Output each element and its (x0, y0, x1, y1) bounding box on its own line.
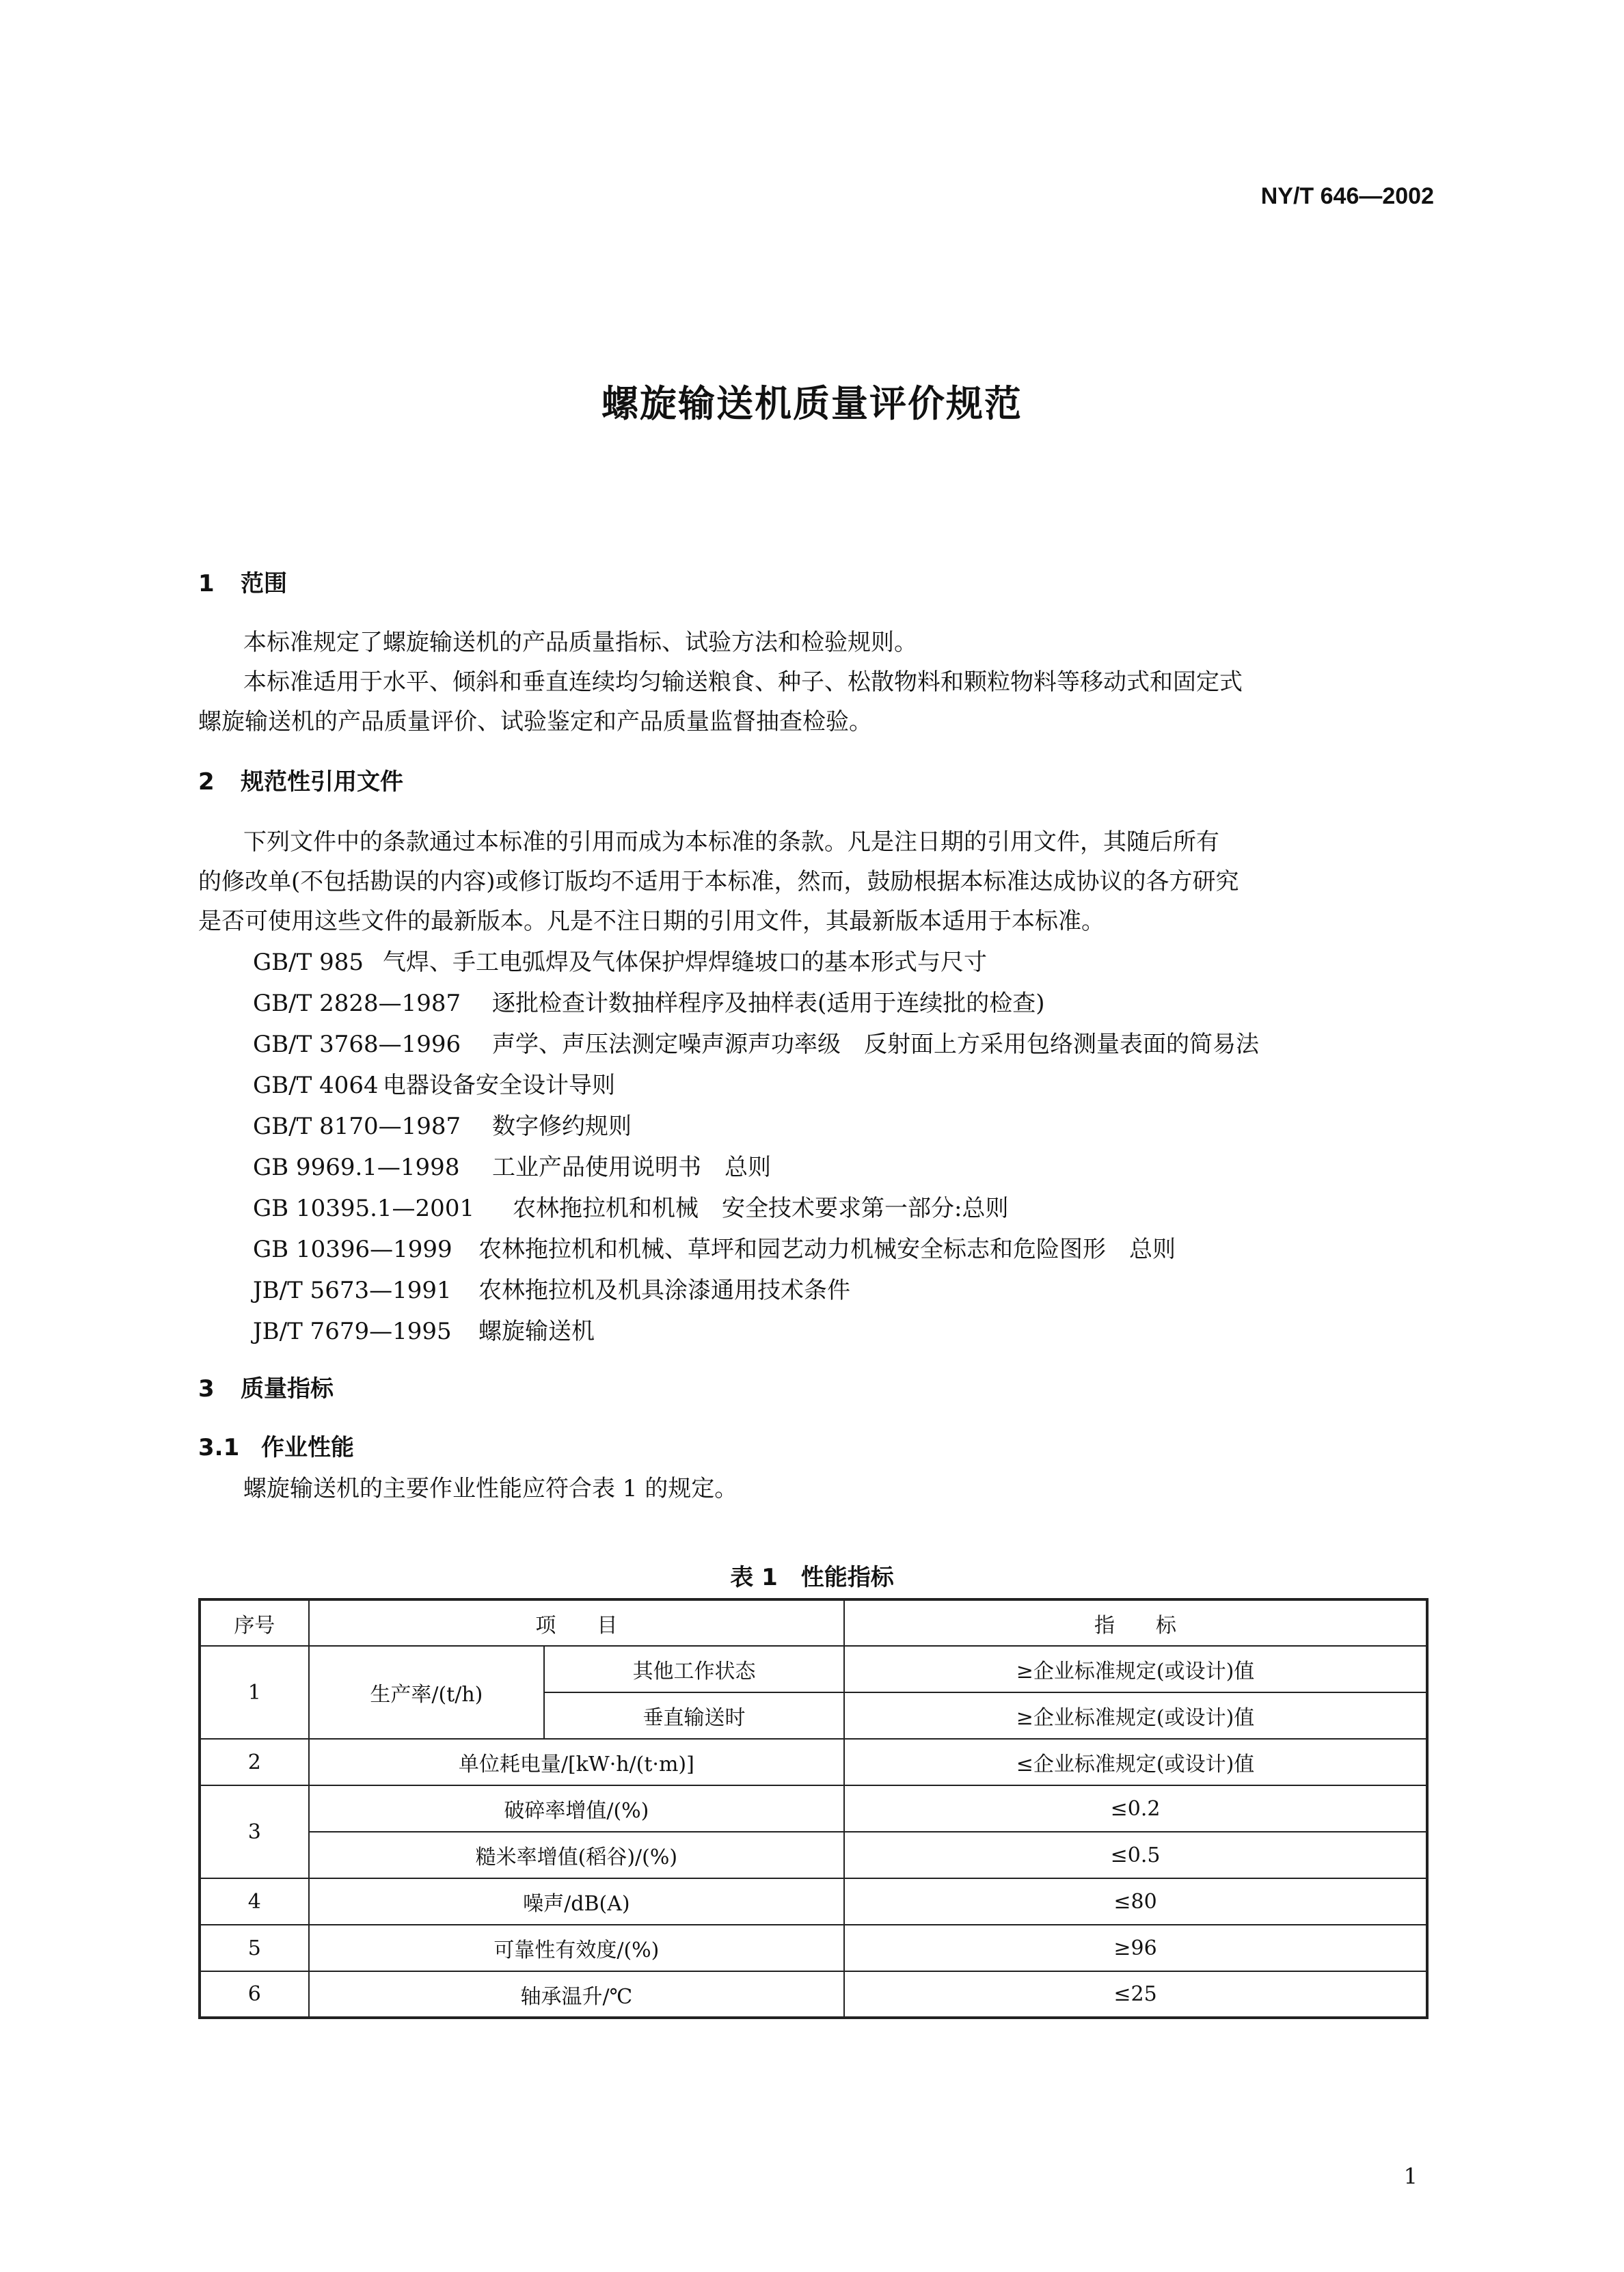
reference-item (253, 1025, 1259, 1059)
section-number: 2 (198, 768, 215, 796)
cell-value: ≤80 (844, 1878, 1427, 1925)
reference-title: 声学、声压法测定噪声源声功率级 反射面上方采用包络测量表面的简易法 (492, 1031, 1259, 1058)
table-row (200, 1878, 1427, 1925)
header-index: 指 标 (844, 1599, 1427, 1646)
standard-number: NY/T 646—2002 (1260, 183, 1434, 209)
reference-item (253, 1148, 771, 1182)
subsection-number: 3.1 (198, 1434, 240, 1461)
table-row (200, 1971, 1427, 2018)
table-row (200, 1739, 1427, 1785)
reference-title: 电器设备安全设计导则 (383, 1072, 615, 1099)
cell-value: ≤0.2 (844, 1785, 1427, 1832)
cell-value: ≥企业标准规定(或设计)值 (844, 1646, 1427, 1692)
subsection-title: 作业性能 (261, 1434, 354, 1461)
reference-title: 农林拖拉机和机械 安全技术要求第一部分:总则 (513, 1195, 1009, 1222)
cell-value: ≤企业标准规定(或设计)值 (844, 1739, 1427, 1785)
paragraph: 下列文件中的条款通过本标准的引用而成为本标准的条款。凡是注日期的引用文件，其随后所有 (243, 828, 1219, 856)
cell-value: ≤25 (844, 1971, 1427, 2018)
paragraph: 的修改单(不包括勘误的内容)或修订版均不适用于本标准，然而，鼓励根据本标准达成协议的各方研究 (198, 868, 1239, 895)
paragraph: 螺旋输送机的主要作业性能应符合表 1 的规定。 (243, 1475, 738, 1502)
performance-table (198, 1598, 1429, 2019)
cell-value: ≥96 (844, 1925, 1427, 1971)
reference-code: GB/T 2828—1987 (253, 990, 461, 1017)
reference-item (253, 1189, 1008, 1223)
cell-value: ≤0.5 (844, 1832, 1427, 1878)
section-number: 1 (198, 570, 215, 597)
cell-seq: 3 (200, 1785, 309, 1878)
reference-title: 工业产品使用说明书 总则 (492, 1154, 771, 1181)
reference-item (253, 1312, 595, 1346)
cell-item: 生产率/(t/h) (309, 1646, 544, 1739)
section-title: 质量指标 (241, 1375, 334, 1403)
reference-title: 农林拖拉机和机械、草坪和园艺动力机械安全标志和危险图形 总则 (478, 1236, 1176, 1263)
paragraph: 螺旋输送机的产品质量评价、试验鉴定和产品质量监督抽查检验。 (198, 708, 872, 735)
cell-seq: 4 (200, 1878, 309, 1925)
paragraph: 本标准适用于水平、倾斜和垂直连续均匀输送粮食、种子、松散物料和颗粒物料等移动式和固定式 (243, 668, 1243, 696)
cell-subitem: 垂直输送时 (544, 1692, 844, 1739)
cell-value: ≥企业标准规定(或设计)值 (844, 1692, 1427, 1739)
reference-code: GB/T 8170—1987 (253, 1113, 461, 1140)
reference-title: 农林拖拉机及机具涂漆通用技术条件 (478, 1277, 850, 1304)
header-item: 项 目 (309, 1599, 844, 1646)
reference-code: JB/T 5673—1991 (253, 1277, 452, 1304)
table-row (200, 1925, 1427, 1971)
table-row (200, 1646, 1427, 1692)
section-title: 规范性引用文件 (241, 768, 403, 796)
reference-code: GB/T 985 (253, 949, 364, 976)
section-1-heading (198, 565, 287, 598)
reference-item (253, 1107, 632, 1141)
cell-seq: 2 (200, 1739, 309, 1785)
cell-item: 轴承温升/℃ (309, 1971, 844, 2018)
reference-code: JB/T 7679—1995 (253, 1318, 452, 1345)
section-2-heading (198, 763, 403, 796)
document-title: 螺旋输送机质量评价规范 (601, 382, 1023, 425)
cell-item: 破碎率增值/(%) (309, 1785, 844, 1832)
reference-title: 螺旋输送机 (478, 1318, 595, 1345)
section-number: 3 (198, 1375, 215, 1403)
subsection-3-1-heading (198, 1429, 354, 1462)
table-row (200, 1832, 1427, 1878)
cell-subitem: 其他工作状态 (544, 1646, 844, 1692)
reference-code: GB/T 3768—1996 (253, 1031, 461, 1058)
reference-code: GB 10395.1—2001 (253, 1195, 475, 1222)
reference-item (253, 1271, 850, 1305)
paragraph: 本标准规定了螺旋输送机的产品质量指标、试验方法和检验规则。 (243, 629, 917, 656)
cell-seq: 1 (200, 1646, 309, 1739)
cell-item: 单位耗电量/[kW·h/(t·m)] (309, 1739, 844, 1785)
paragraph: 是否可使用这些文件的最新版本。凡是不注日期的引用文件，其最新版本适用于本标准。 (198, 908, 1105, 935)
reference-item (253, 1230, 1176, 1264)
cell-item: 糙米率增值(稻谷)/(%) (309, 1832, 844, 1878)
header-seq: 序号 (200, 1599, 309, 1646)
cell-seq: 5 (200, 1925, 309, 1971)
cell-item: 噪声/dB(A) (309, 1878, 844, 1925)
reference-code: GB 10396—1999 (253, 1236, 452, 1263)
reference-title: 逐批检查计数抽样程序及抽样表(适用于连续批的检查) (492, 990, 1045, 1017)
cell-item: 可靠性有效度/(%) (309, 1925, 844, 1971)
cell-seq: 6 (200, 1971, 309, 2018)
reference-code: GB 9969.1—1998 (253, 1154, 460, 1181)
page-number: 1 (1403, 2163, 1418, 2189)
table-header-row (200, 1599, 1427, 1646)
table-caption: 表 1 性能指标 (730, 1564, 894, 1591)
reference-item (253, 943, 987, 977)
reference-code: GB/T 4064 (253, 1072, 379, 1099)
reference-title: 气焊、手工电弧焊及气体保护焊焊缝坡口的基本形式与尺寸 (383, 949, 987, 976)
section-3-heading (198, 1370, 334, 1403)
section-title: 范围 (241, 570, 287, 597)
reference-item (253, 1066, 615, 1100)
reference-title: 数字修约规则 (492, 1113, 632, 1140)
table-row (200, 1785, 1427, 1832)
reference-item (253, 984, 1045, 1018)
